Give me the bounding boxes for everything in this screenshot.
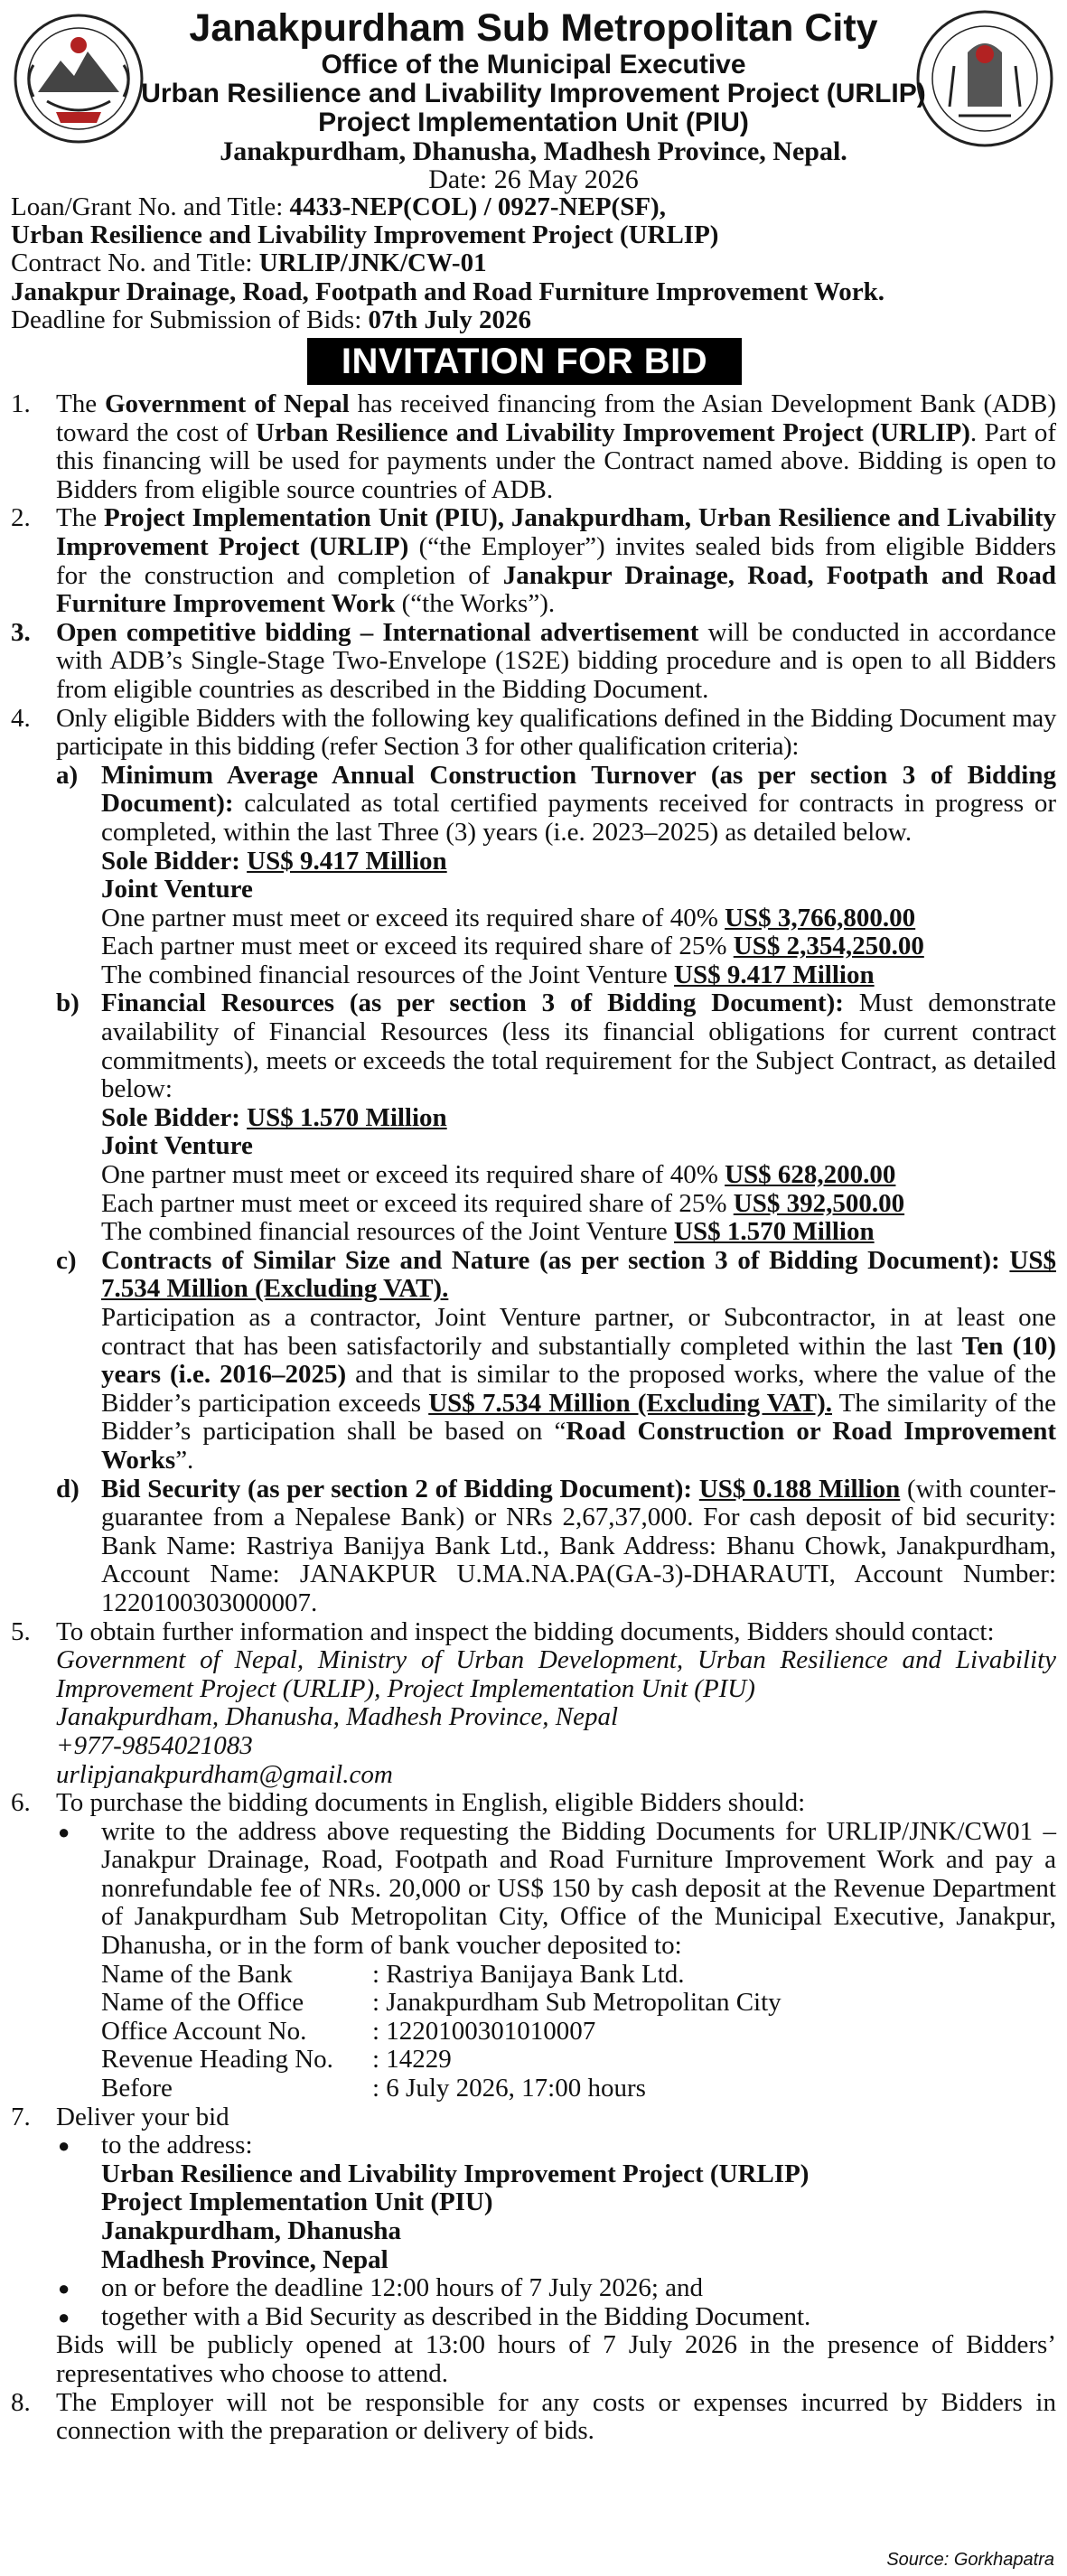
clause-4-intro: Only eligible Bidders with the following key qualifications defined in the Bidding Document may participate in this bidding (refer Section 3 for other qualification criteria): (56, 703, 1056, 762)
qualification-b: b) Financial Resources (as per section 3 of Bidding Document): Must demonstrate availability of Financial Resources (less its financial obligations for current contract commitments), meets or exceeds the total requirement for the Subject Contract, as detailed below: Sole Bidder: US$ 1.570 Million Joint Venture One partner must meet or exceed its required share of 40% US$ 628,200.00 Each partner must meet or exceed its required share of 25% US$ 392,500.00 The combined financial resources of the Joint Venture US$ 1.570 Million (56, 988, 1057, 1247)
clause-2: 2. The Project Implementation Unit (PIU), Janakpurdham, Urban Resilience and Livability Improvement Project (URLIP) (“the Employer”) invites sealed bids from eligible Bidders for the construction and completion of Janakpur Drainage, Road, Footpath and Road Furniture Improvement Work (“the Works”). (11, 503, 1057, 619)
contact-address: Government of Nepal, Ministry of Urban Development, Urban Resilience and Livability Improvement Project (URLIP), Project Implementation Unit (PIU) (56, 1645, 1056, 1703)
source-credit: Source: Gorkhapatra (886, 2550, 1054, 2570)
delivery-security: ● together with a Bid Security as described in the Bidding Document. (58, 2301, 811, 2331)
clause-6: 6. To purchase the bidding documents in English, eligible Bidders should: ● write to the address above requesting the Bidding Documents for URLIP/JNK/CW01 – Janakpur Drainage, Road, Footpath and Road Furniture Improvement Work and pay a nonrefundable fee of NRs. 20,000 or US$ 150 by cash deposit at the Revenue Department of Janakpurdham Sub Metropolitan City, Office of the Municipal Executive, Janakpur, Dhanusha, or in the form of bank voucher deposited to: Name of the Bank : Rastriya Banijaya Bank Ltd. Name of the Office : Janakpurdham Sub Metropolitan City Office Account No. : 1220100301010007 Revenue Heading No. : 14229 Before : 6 July 2026, 17:00 hours (11, 1788, 1056, 2103)
notice-header (0, 0, 1067, 334)
clause-4: 4. Only eligible Bidders with the following key qualifications defined in the Bidding Document may participate in this bidding (refer Section 3 for other qualification criteria): a) Minimum Average Annual Construction Turnover (as per section 3 of Bidding Document): calculated as total certified payments received for contracts in progress or completed, within the last Three (3) years (i.e. 2023–2025) as detailed below. Sole Bidder: US$ 9.417 Million Joint Venture One partner must meet or exceed its required share of 40% US$ 3,766,800.00 Each partner must meet or exceed its required share of 25% US$ 2,354,250.00 The combined financial resources of the Joint Venture US$ 9.417 Million b) Financial Resources (as per section 3 of Bidding Document): Must demonstrate availability of Financial Resources (less its financial obligations for current contract commitments), meets or exceeds the total requirement for the Subject Contract, as detailed below: Sole Bidder: US$ 1.570 Million Joint Venture One partner must meet or exceed its required share of 40% US$ 628,200.00 Each partner must meet or exceed its required share of 25% US$ 392,500.00 The combined financial resources of the Joint Venture US$ 1.570 Million c) Contracts of Similar Size and Nature (as per section 3 of Bidding Document): US$ 7.534 Million (Excluding VAT). Participation as a contractor, Joint Venture partner, or Subcontractor, in at least one contract that has been satisfactorily and substantially completed within the last Ten (10) years (i.e. 2016–2025) and that is similar to the proposed works, where the value of the Bidder’s participation exceeds US$ 7.534 Million (Excluding VAT). The similarity of the Bidder’s participation shall be based on “Road Construction or Road Improvement Works”. d) Bid Security (as per section 2 of Bidding Document): US$ 0.188 Million (with counter-guarantee from a Nepalese Bank) or NRs 2,67,37,000. For cash deposit of bid security: Bank Name: Rastriya Banijya Bank Ltd., Bank Address: Bhanu Chowk, Janakpurdham, Account Name: JANAKPUR U.MA.NA.PA(GA-3)-DHARAUTI, Account Number: 1220100303000007. (11, 703, 1057, 1617)
notice-body (11, 390, 1056, 2446)
office-row: Name of the Office : Janakpurdham Sub Metropolitan City (101, 1988, 782, 2018)
contact-phone: +977-9854021083 (56, 1730, 253, 1760)
contact-email: urlipjanakpurdham@gmail.com (56, 1759, 393, 1789)
clause-5: 5. To obtain further information and inspect the bidding documents, Bidders should contact: Government of Nepal, Ministry of Urban Development, Urban Resilience and Livability Improvement Project (URLIP), Project Implementation Unit (PIU) Janakpurdham, Dhanusha, Madhesh Province, Nepal +977-9854021083 urlipjanakpurdham@gmail.com (11, 1616, 1056, 1789)
qualification-a: a) Minimum Average Annual Construction Turnover (as per section 3 of Bidding Document): calculated as total certified payments received for contracts in progress or completed, within the last Three (3) years (i.e. 2023–2025) as detailed below. Sole Bidder: US$ 9.417 Million Joint Venture One partner must meet or exceed its required share of 40% US$ 3,766,800.00 Each partner must meet or exceed its required share of 25% US$ 2,354,250.00 The combined financial resources of the Joint Venture US$ 9.417 Million (56, 760, 1056, 989)
qualification-d: d) Bid Security (as per section 2 of Bidding Document): US$ 0.188 Million (with counter-guarantee from a Nepalese Bank) or NRs 2,67,37,000. For cash deposit of bid security: Bank Name: Rastriya Banijya Bank Ltd., Bank Address: Bhanu Chowk, Janakpurdham, Account Name: JANAKPUR U.MA.NA.PA(GA-3)-DHARAUTI, Account Number: 1220100303000007. (56, 1474, 1056, 1617)
delivery-address: ● to the address: Urban Resilience and Livability Improvement Project (URLIP) Project Implementation Unit (PIU) Janakpurdham, Dhanusha Madhesh Province, Nepal (58, 2131, 810, 2274)
before-row: Before : 6 July 2026, 17:00 hours (101, 2074, 646, 2103)
notice-date: Date: 26 May 2026 (428, 164, 639, 194)
purchase-instruction: ● write to the address above requesting the Bidding Documents for URLIP/JNK/CW01 – Janakpur Drainage, Road, Footpath and Road Furniture Improvement Work and pay a nonrefundable fee of NRs. 20,000 or US$ 150 by cash deposit at the Revenue Department of Janakpurdham Sub Metropolitan City, Office of the Municipal Executive, Janakpur, Dhanusha, or in the form of bank voucher deposited to: Name of the Bank : Rastriya Banijaya Bank Ltd. Name of the Office : Janakpurdham Sub Metropolitan City Office Account No. : 1220100301010007 Revenue Heading No. : 14229 Before : 6 July 2026, 17:00 hours (58, 1816, 1056, 2103)
project-line: Urban Resilience and Livability Improvement Project (URLIP) (141, 79, 926, 108)
work-title-line: Janakpur Drainage, Road, Footpath and Road Furniture Improvement Work. (11, 277, 885, 306)
clause-8: 8. The Employer will not be responsible for any costs or expenses incurred by Bidders in connection with the preparation or delivery of bids. (11, 2387, 1056, 2446)
qualification-c: c) Contracts of Similar Size and Nature (as per section 3 of Bidding Document): US$ 7.534 Million (Excluding VAT). Participation as a contractor, Joint Venture partner, or Subcontractor, in at least one contract that has been satisfactorily and substantially completed within the last Ten (10) years (i.e. 2016–2025) and that is similar to the proposed works, where the value of the Bidder’s participation exceeds US$ 7.534 Million (Excluding VAT). The similarity of the Bidder’s participation shall be based on “Road Construction or Road Improvement Works”. (56, 1245, 1057, 1475)
bank-row: Name of the Bank : Rastriya Banijaya Bank Ltd. (101, 1959, 685, 1989)
account-row: Office Account No. : 1220100301010007 (101, 2016, 596, 2046)
office-line: Office of the Municipal Executive (321, 50, 746, 80)
deadline-line: Deadline for Submission of Bids: 07th July 2026 (11, 305, 531, 334)
loan-title-line: Urban Resilience and Livability Improvement Project (URLIP) (11, 220, 719, 249)
revenue-row: Revenue Heading No. : 14229 (101, 2045, 452, 2075)
contact-city: Janakpurdham, Dhanusha, Madhesh Province, Nepal (56, 1702, 619, 1732)
contract-line: Contract No. and Title: URLIP/JNK/CW-01 (11, 248, 487, 277)
clause-1: 1. The Government of Nepal has received financing from the Asian Development Bank (ADB) toward the cost of Urban Resilience and Livability Improvement Project (URLIP). Part of this financing will be used for payments under the Contract named above. Bidding is open to Bidders from eligible source countries of ADB. (11, 389, 1056, 504)
clause-7: 7. Deliver your bid ● to the address: Urban Resilience and Livability Improvement Project (URLIP) Project Implementation Unit (PIU) Janakpurdham, Dhanusha Madhesh Province, Nepal ● on or before the deadline 12:00 hours of 7 July 2026; and ● together with a Bid Security as described in the Bidding Document. Bids will be publicly opened at 13:00 hours of 7 July 2026 in the presence of Bidders’ representatives who choose to attend. (11, 2102, 1056, 2388)
bid-opening: Bids will be publicly opened at 13:00 hours of 7 July 2026 in the presence of Bidders’ representatives who choose to attend. (56, 2330, 1056, 2388)
piu-line: Project Implementation Unit (PIU) (318, 108, 749, 137)
delivery-deadline: ● on or before the deadline 12:00 hours of 7 July 2026; and (58, 2273, 704, 2303)
address-line: Janakpurdham, Dhanusha, Madhesh Province, Nepal. (220, 136, 847, 166)
loan-line: Loan/Grant No. and Title: 4433-NEP(COL) / 0927-NEP(SF), (11, 192, 666, 221)
municipality-title: Janakpurdham Sub Metropolitan City (189, 6, 878, 50)
clause-3: 3. Open competitive bidding – International advertisement will be conducted in accordance with ADB’s Single-Stage Two-Envelope (1S2E) bidding procedure and is open to all Bidders from eligible countries as described in the Bidding Document. (11, 617, 1056, 704)
invitation-banner: INVITATION FOR BID (307, 338, 742, 385)
